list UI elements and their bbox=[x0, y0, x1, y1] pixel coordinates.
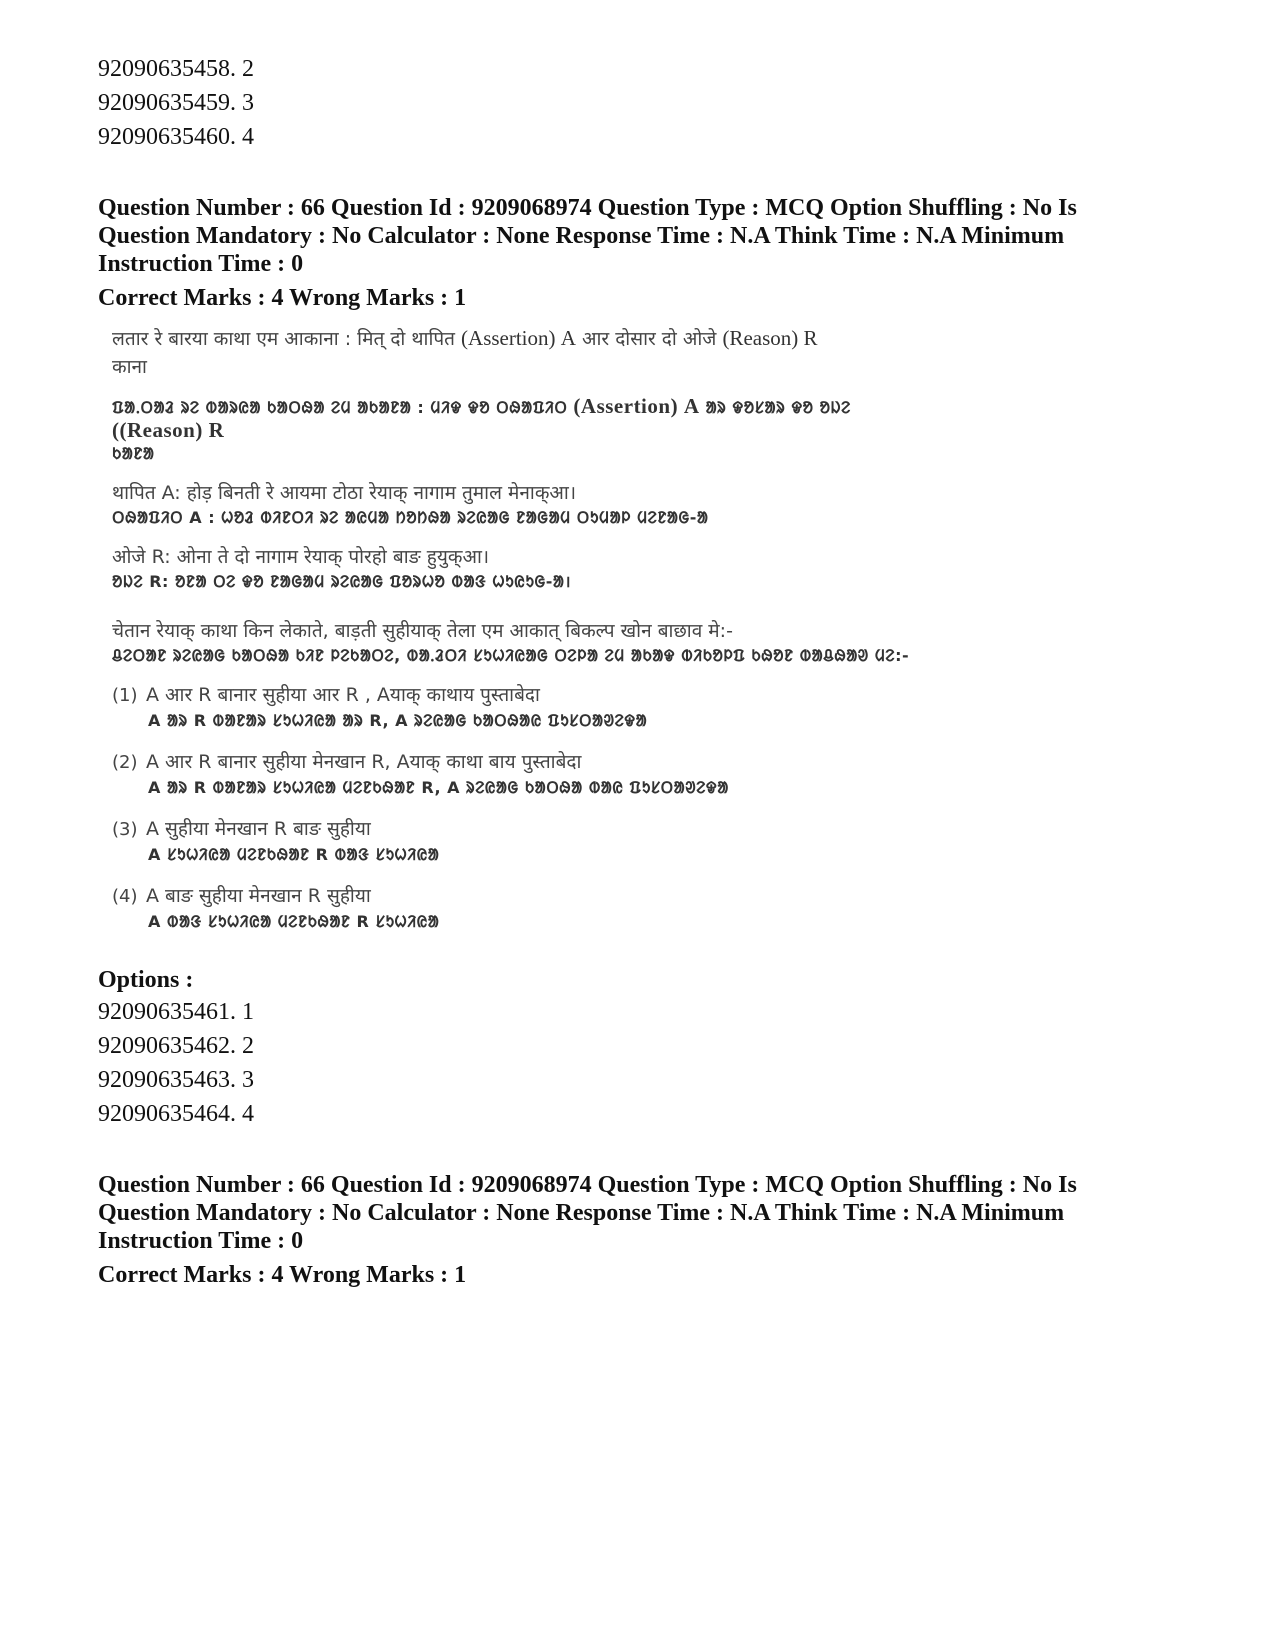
marks-line: Correct Marks : 4 Wrong Marks : 1 bbox=[98, 1262, 467, 1288]
choice-number: (3) bbox=[112, 819, 138, 840]
question-block-1 bbox=[98, 194, 1188, 1131]
option-line: 92090635460. 4 bbox=[98, 124, 254, 150]
intro-devanagari-3: काना bbox=[112, 356, 147, 378]
marks-line: Correct Marks : 4 Wrong Marks : 1 bbox=[98, 285, 467, 311]
choice-olchiki: A ᱵᱟᱝ ᱥᱩᱦᱤᱭᱟ ᱢᱮᱱᱠᱷᱟᱱ R ᱥᱩᱦᱤᱭᱟ bbox=[148, 912, 440, 931]
choice-item bbox=[112, 748, 932, 799]
intro-olchiki: ᱯᱟᱹᱛᱟᱲ ᱨᱮ ᱵᱟᱨᱭᱟ ᱠᱟᱛᱷᱟ ᱮᱢ ᱟᱠᱟᱱᱟ : ᱢᱤᱫ ᱫᱚ ᱛᱷᱟᱯᱤᱛ bbox=[112, 398, 568, 417]
page-content bbox=[98, 52, 1188, 1289]
question-image bbox=[112, 324, 932, 933]
choice-number: (1) bbox=[112, 685, 138, 706]
assertion-label: (Assertion) A bbox=[461, 326, 576, 350]
options-section bbox=[98, 965, 1188, 1131]
question-block-2 bbox=[98, 1171, 1188, 1289]
choice-olchiki: A ᱟᱨ R ᱵᱟᱱᱟᱨ ᱥᱩᱦᱤᱭᱟ ᱢᱮᱱᱠᱷᱟᱱ R, A ᱨᱮᱭᱟᱜ ᱠᱟᱛᱷᱟ ᱵᱟᱭ ᱯᱩᱥᱛᱟᱣᱮᱫᱟ bbox=[148, 778, 729, 797]
option-line: 92090635458. 2 bbox=[98, 56, 254, 82]
choice-devanagari: A बाङ सुहीया मेनखान R सुहीया bbox=[146, 885, 371, 907]
option-line: 92090635463. 3 bbox=[98, 1067, 254, 1093]
reason-olchiki: ᱚᱡᱮ R: ᱚᱱᱟ ᱛᱮ ᱫᱚ ᱱᱟᱜᱟᱢ ᱨᱮᱭᱟᱜ ᱯᱚᱨᱦᱚ ᱵᱟᱝ ᱦᱩᱭᱩᱜ-ᱟ। bbox=[112, 572, 572, 591]
question-header-line: Instruction Time : 0 bbox=[98, 251, 304, 277]
question-header-line: Question Number : 66 Question Id : 9209068974 Question Type : MCQ Option Shuffling : No Is bbox=[98, 1172, 1077, 1198]
choice-number: (2) bbox=[112, 752, 138, 773]
option-line: 92090635464. 4 bbox=[98, 1101, 254, 1127]
reason-statement bbox=[112, 543, 932, 593]
choice-devanagari: A सुहीया मेनखान R बाङ सुहीया bbox=[146, 818, 371, 840]
question-header-line: Instruction Time : 0 bbox=[98, 1228, 304, 1254]
choice-number: (4) bbox=[112, 886, 138, 907]
option-line: 92090635462. 2 bbox=[98, 1033, 254, 1059]
top-options-list bbox=[98, 52, 1188, 154]
choice-olchiki: A ᱥᱩᱦᱤᱭᱟ ᱢᱮᱱᱠᱷᱟᱱ R ᱵᱟᱝ ᱥᱩᱦᱤᱭᱟ bbox=[148, 845, 440, 864]
option-line: 92090635459. 3 bbox=[98, 90, 254, 116]
question-header bbox=[98, 194, 1188, 278]
intro-olchiki-3: ᱠᱟᱱᱟ bbox=[112, 444, 155, 463]
choice-item bbox=[112, 815, 932, 866]
intro-devanagari-2: आर दोसार दो ओजे bbox=[581, 328, 717, 350]
instruction-devanagari: चेतान रेयाक् काथा किन लेकाते, बाड़ती सुहीयाक् तेला एम आकात् बिकल्प खोन बाछाव मे:- bbox=[112, 620, 733, 642]
assertion-statement bbox=[112, 479, 932, 529]
choice-devanagari: A आर R बानार सुहीया आर R , Aयाक् काथाय पुस्ताबेदा bbox=[146, 684, 540, 706]
question-header-line: Question Mandatory : No Calculator : None Response Time : N.A Think Time : N.A Minimum bbox=[98, 1200, 1065, 1226]
question-header-line: Question Number : 66 Question Id : 9209068974 Question Type : MCQ Option Shuffling : No Is bbox=[98, 195, 1077, 221]
choice-olchiki: A ᱟᱨ R ᱵᱟᱱᱟᱨ ᱥᱩᱦᱤᱭᱟ ᱟᱨ R, A ᱨᱮᱭᱟᱜ ᱠᱟᱛᱷᱟᱭ ᱯᱩᱥᱛᱟᱣᱮᱫᱟ bbox=[148, 711, 648, 730]
options-label: Options : bbox=[98, 967, 194, 993]
assertion-olchiki: ᱛᱷᱟᱯᱤᱛ A : ᱦᱚᱲ ᱵᱤᱱᱛᱤ ᱨᱮ ᱟᱭᱢᱟ ᱴᱚᱴᱷᱟ ᱨᱮᱭᱟᱜ ᱱᱟᱜᱟᱢ ᱛᱩᱢᱟᱞ ᱢᱮᱱᱟᱜ-ᱟ bbox=[112, 508, 709, 527]
intro-devanagari: लतार रे बारया काथा एम आकाना : मित् दो थापित bbox=[112, 328, 455, 350]
question-header bbox=[98, 1171, 1188, 1255]
instruction bbox=[112, 617, 932, 667]
question-intro bbox=[112, 324, 932, 381]
reason-devanagari: ओजे R: ओना ते दो नागाम रेयाक् पोरहो बाङ हुयुक्आ। bbox=[112, 546, 490, 568]
choice-item bbox=[112, 681, 932, 732]
intro-olchiki-2: ᱟᱨ ᱫᱚᱥᱟᱨ ᱫᱚ ᱚᱡᱮ bbox=[705, 398, 851, 417]
assertion-label-2: (Assertion) A bbox=[573, 394, 700, 418]
reason-label-2: ((Reason) R bbox=[112, 418, 225, 442]
assertion-devanagari: थापित A: होड़ बिनती रे आयमा टोठा रेयाक् नागाम तुमाल मेनाक्आ। bbox=[112, 482, 577, 504]
reason-label: (Reason) R bbox=[722, 326, 818, 350]
choice-devanagari: A आर R बानार सुहीया मेनखान R, Aयाक् काथा बाय पुस्ताबेदा bbox=[146, 751, 582, 773]
question-intro-olchiki bbox=[112, 395, 932, 465]
choice-item bbox=[112, 882, 932, 933]
question-header-line: Question Mandatory : No Calculator : None Response Time : N.A Think Time : N.A Minimum bbox=[98, 223, 1065, 249]
option-line: 92090635461. 1 bbox=[98, 999, 254, 1025]
instruction-olchiki: ᱪᱮᱛᱟᱱ ᱨᱮᱭᱟᱜ ᱠᱟᱛᱷᱟ ᱠᱤᱱ ᱞᱮᱠᱟᱛᱮ, ᱵᱟᱹᱲᱛᱤ ᱥᱩᱦᱤᱭᱟᱜ ᱛᱮᱞᱟ ᱮᱢ ᱟᱠᱟᱫ ᱵᱤᱠᱚᱞᱯ ᱠᱷᱚᱱ ᱵᱟᱪᱷᱟᱣ ᱢᱮ:- bbox=[112, 646, 910, 665]
